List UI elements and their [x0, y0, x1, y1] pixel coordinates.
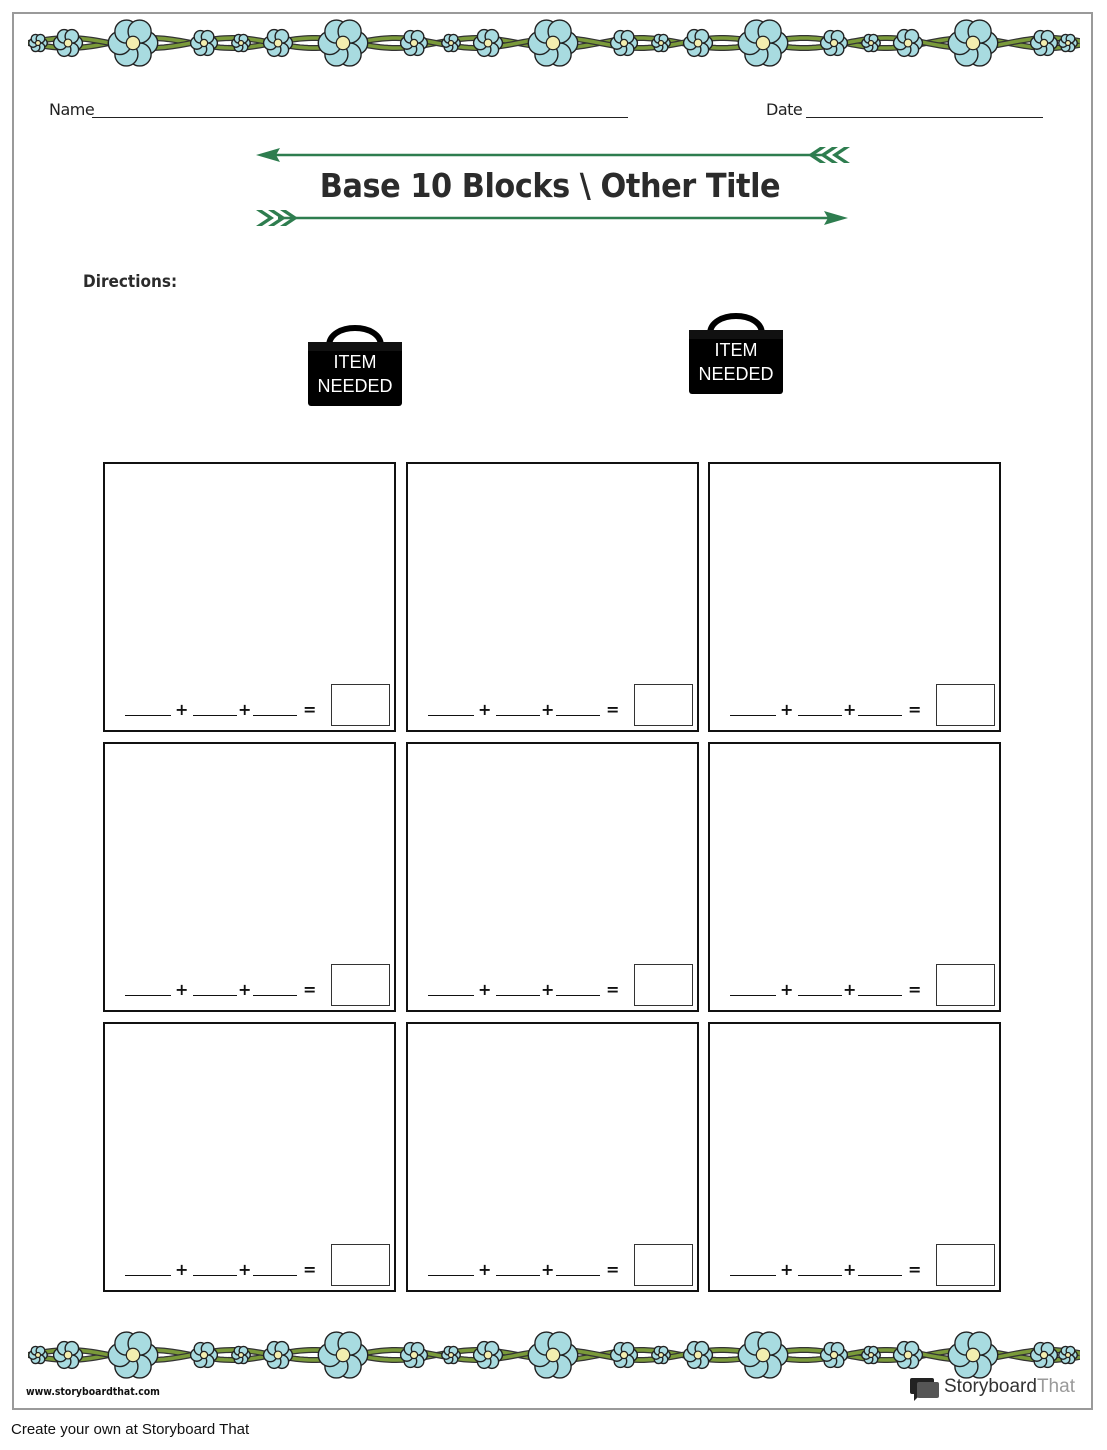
- equals-sign: =: [606, 980, 620, 999]
- plus-sign: +: [541, 1260, 555, 1279]
- flower-icon: [474, 30, 503, 57]
- sum-answer-box[interactable]: [634, 1244, 693, 1286]
- answer-blank[interactable]: [193, 995, 237, 996]
- flower-icon: [611, 1343, 638, 1368]
- plus-sign: +: [541, 700, 555, 719]
- flower-icon: [264, 1342, 293, 1369]
- item-needed-text-line2: NEEDED: [698, 364, 774, 384]
- sum-answer-box[interactable]: [936, 684, 995, 726]
- plus-sign: +: [843, 1260, 857, 1279]
- flower-icon: [29, 1346, 48, 1363]
- flower-icon: [191, 1343, 218, 1368]
- plus-sign: +: [780, 700, 794, 719]
- sum-answer-box[interactable]: [331, 684, 390, 726]
- flower-icon: [1031, 1343, 1058, 1368]
- flower-icon: [821, 31, 848, 56]
- answer-blank[interactable]: [556, 995, 600, 996]
- problem-cell[interactable]: [708, 462, 1001, 732]
- equals-sign: =: [908, 980, 922, 999]
- answer-blank[interactable]: [193, 1275, 237, 1276]
- answer-blank[interactable]: [125, 715, 171, 716]
- addition-equation: [428, 978, 628, 1004]
- addition-equation: [730, 1258, 930, 1284]
- flower-icon: [821, 1343, 848, 1368]
- flower-icon: [948, 1332, 997, 1378]
- addition-equation: [125, 978, 325, 1004]
- page-title: Base 10 Blocks \ Other Title: [319, 166, 781, 205]
- equals-sign: =: [908, 700, 922, 719]
- sum-answer-box[interactable]: [936, 1244, 995, 1286]
- equals-sign: =: [606, 700, 620, 719]
- answer-blank[interactable]: [798, 995, 842, 996]
- answer-blank[interactable]: [858, 1275, 902, 1276]
- flower-icon: [108, 1332, 157, 1378]
- item-needed-text-line1: ITEM: [333, 352, 377, 372]
- flower-icon: [232, 34, 251, 51]
- name-label: Name: [49, 100, 95, 119]
- directions-label: Directions:: [83, 272, 178, 292]
- flower-icon: [862, 1346, 881, 1363]
- brand-accent: That: [1036, 1376, 1075, 1397]
- flower-icon: [611, 31, 638, 56]
- flower-icon: [738, 20, 787, 66]
- flower-icon: [54, 1342, 83, 1369]
- answer-blank[interactable]: [125, 1275, 171, 1276]
- addition-equation: [730, 978, 930, 1004]
- equals-sign: =: [908, 1260, 922, 1279]
- answer-blank[interactable]: [556, 715, 600, 716]
- flower-icon: [401, 31, 428, 56]
- plus-sign: +: [175, 700, 189, 719]
- flower-icon: [684, 1342, 713, 1369]
- date-label: Date: [766, 100, 803, 119]
- item-needed-text-line2: NEEDED: [317, 376, 393, 396]
- flower-icon: [894, 30, 923, 57]
- answer-blank[interactable]: [556, 1275, 600, 1276]
- equals-sign: =: [303, 1260, 317, 1279]
- answer-blank[interactable]: [253, 995, 297, 996]
- storyboardthat-logo: [908, 1374, 1083, 1402]
- answer-blank[interactable]: [193, 715, 237, 716]
- name-line[interactable]: [92, 117, 628, 118]
- addition-equation: [730, 698, 930, 724]
- answer-blank[interactable]: [496, 995, 540, 996]
- addition-equation: [125, 1258, 325, 1284]
- answer-blank[interactable]: [428, 995, 474, 996]
- flower-icon: [232, 1346, 251, 1363]
- answer-blank[interactable]: [496, 715, 540, 716]
- answer-blank[interactable]: [858, 715, 902, 716]
- sum-answer-box[interactable]: [634, 964, 693, 1006]
- flower-icon: [738, 1332, 787, 1378]
- problem-cell[interactable]: [406, 462, 699, 732]
- plus-sign: +: [238, 1260, 252, 1279]
- addition-equation: [428, 1258, 628, 1284]
- answer-blank[interactable]: [253, 1275, 297, 1276]
- date-line[interactable]: [806, 117, 1043, 118]
- plus-sign: +: [238, 980, 252, 999]
- flower-icon: [108, 20, 157, 66]
- plus-sign: +: [843, 700, 857, 719]
- problem-cell[interactable]: [103, 742, 396, 1012]
- answer-blank[interactable]: [730, 1275, 776, 1276]
- problem-cell[interactable]: [708, 742, 1001, 1012]
- flower-icon: [442, 34, 461, 51]
- problem-cell[interactable]: [708, 1022, 1001, 1292]
- plus-sign: +: [541, 980, 555, 999]
- plus-sign: +: [780, 1260, 794, 1279]
- plus-sign: +: [238, 700, 252, 719]
- flower-icon: [264, 30, 293, 57]
- plus-sign: +: [478, 1260, 492, 1279]
- flower-icon: [1059, 1346, 1078, 1363]
- answer-blank[interactable]: [798, 715, 842, 716]
- flower-icon: [948, 20, 997, 66]
- flower-icon: [894, 1342, 923, 1369]
- flower-icon: [1059, 34, 1078, 51]
- sum-answer-box[interactable]: [331, 964, 390, 1006]
- answer-blank[interactable]: [730, 995, 776, 996]
- flower-icon: [474, 1342, 503, 1369]
- flower-icon: [862, 34, 881, 51]
- floral-border-bottom: [28, 1330, 1080, 1380]
- answer-blank[interactable]: [253, 715, 297, 716]
- arrow-left-icon: [254, 145, 854, 167]
- flower-icon: [1031, 31, 1058, 56]
- flower-icon: [54, 30, 83, 57]
- flower-icon: [684, 30, 713, 57]
- answer-blank[interactable]: [428, 1275, 474, 1276]
- flower-icon: [29, 34, 48, 51]
- plus-sign: +: [478, 700, 492, 719]
- answer-blank[interactable]: [428, 715, 474, 716]
- equals-sign: =: [303, 980, 317, 999]
- equals-sign: =: [303, 700, 317, 719]
- plus-sign: +: [175, 980, 189, 999]
- answer-blank[interactable]: [798, 1275, 842, 1276]
- plus-sign: +: [175, 1260, 189, 1279]
- flower-icon: [318, 1332, 367, 1378]
- problem-grid: [103, 462, 1001, 1292]
- item-needed-text-line1: ITEM: [714, 340, 758, 360]
- flower-icon: [191, 31, 218, 56]
- sum-answer-box[interactable]: [936, 964, 995, 1006]
- flower-icon: [652, 34, 671, 51]
- flower-icon: [528, 1332, 577, 1378]
- brand-main: Storyboard: [944, 1376, 1037, 1397]
- answer-blank[interactable]: [125, 995, 171, 996]
- flower-icon: [318, 20, 367, 66]
- problem-cell[interactable]: [103, 1022, 396, 1292]
- speech-bubble-icon: [908, 1376, 942, 1402]
- plus-sign: +: [478, 980, 492, 999]
- answer-blank[interactable]: [496, 1275, 540, 1276]
- problem-cell[interactable]: [406, 1022, 699, 1292]
- addition-equation: [428, 698, 628, 724]
- item-needed-badge-2: [688, 306, 784, 402]
- flower-icon: [652, 1346, 671, 1363]
- flower-icon: [528, 20, 577, 66]
- arrow-right-icon: [248, 208, 852, 230]
- answer-blank[interactable]: [730, 715, 776, 716]
- website-url: www.storyboardthat.com: [26, 1385, 160, 1398]
- sum-answer-box[interactable]: [634, 684, 693, 726]
- plus-sign: +: [843, 980, 857, 999]
- floral-border-top: [28, 18, 1080, 68]
- item-needed-badge-1: [307, 318, 403, 414]
- addition-equation: [125, 698, 325, 724]
- plus-sign: +: [780, 980, 794, 999]
- flower-icon: [401, 1343, 428, 1368]
- problem-cell[interactable]: [103, 462, 396, 732]
- answer-blank[interactable]: [858, 995, 902, 996]
- brand-name: [944, 1376, 1075, 1398]
- footer-text: Create your own at Storyboard That: [11, 1421, 250, 1438]
- problem-cell[interactable]: [406, 742, 699, 1012]
- equals-sign: =: [606, 1260, 620, 1279]
- sum-answer-box[interactable]: [331, 1244, 390, 1286]
- flower-icon: [442, 1346, 461, 1363]
